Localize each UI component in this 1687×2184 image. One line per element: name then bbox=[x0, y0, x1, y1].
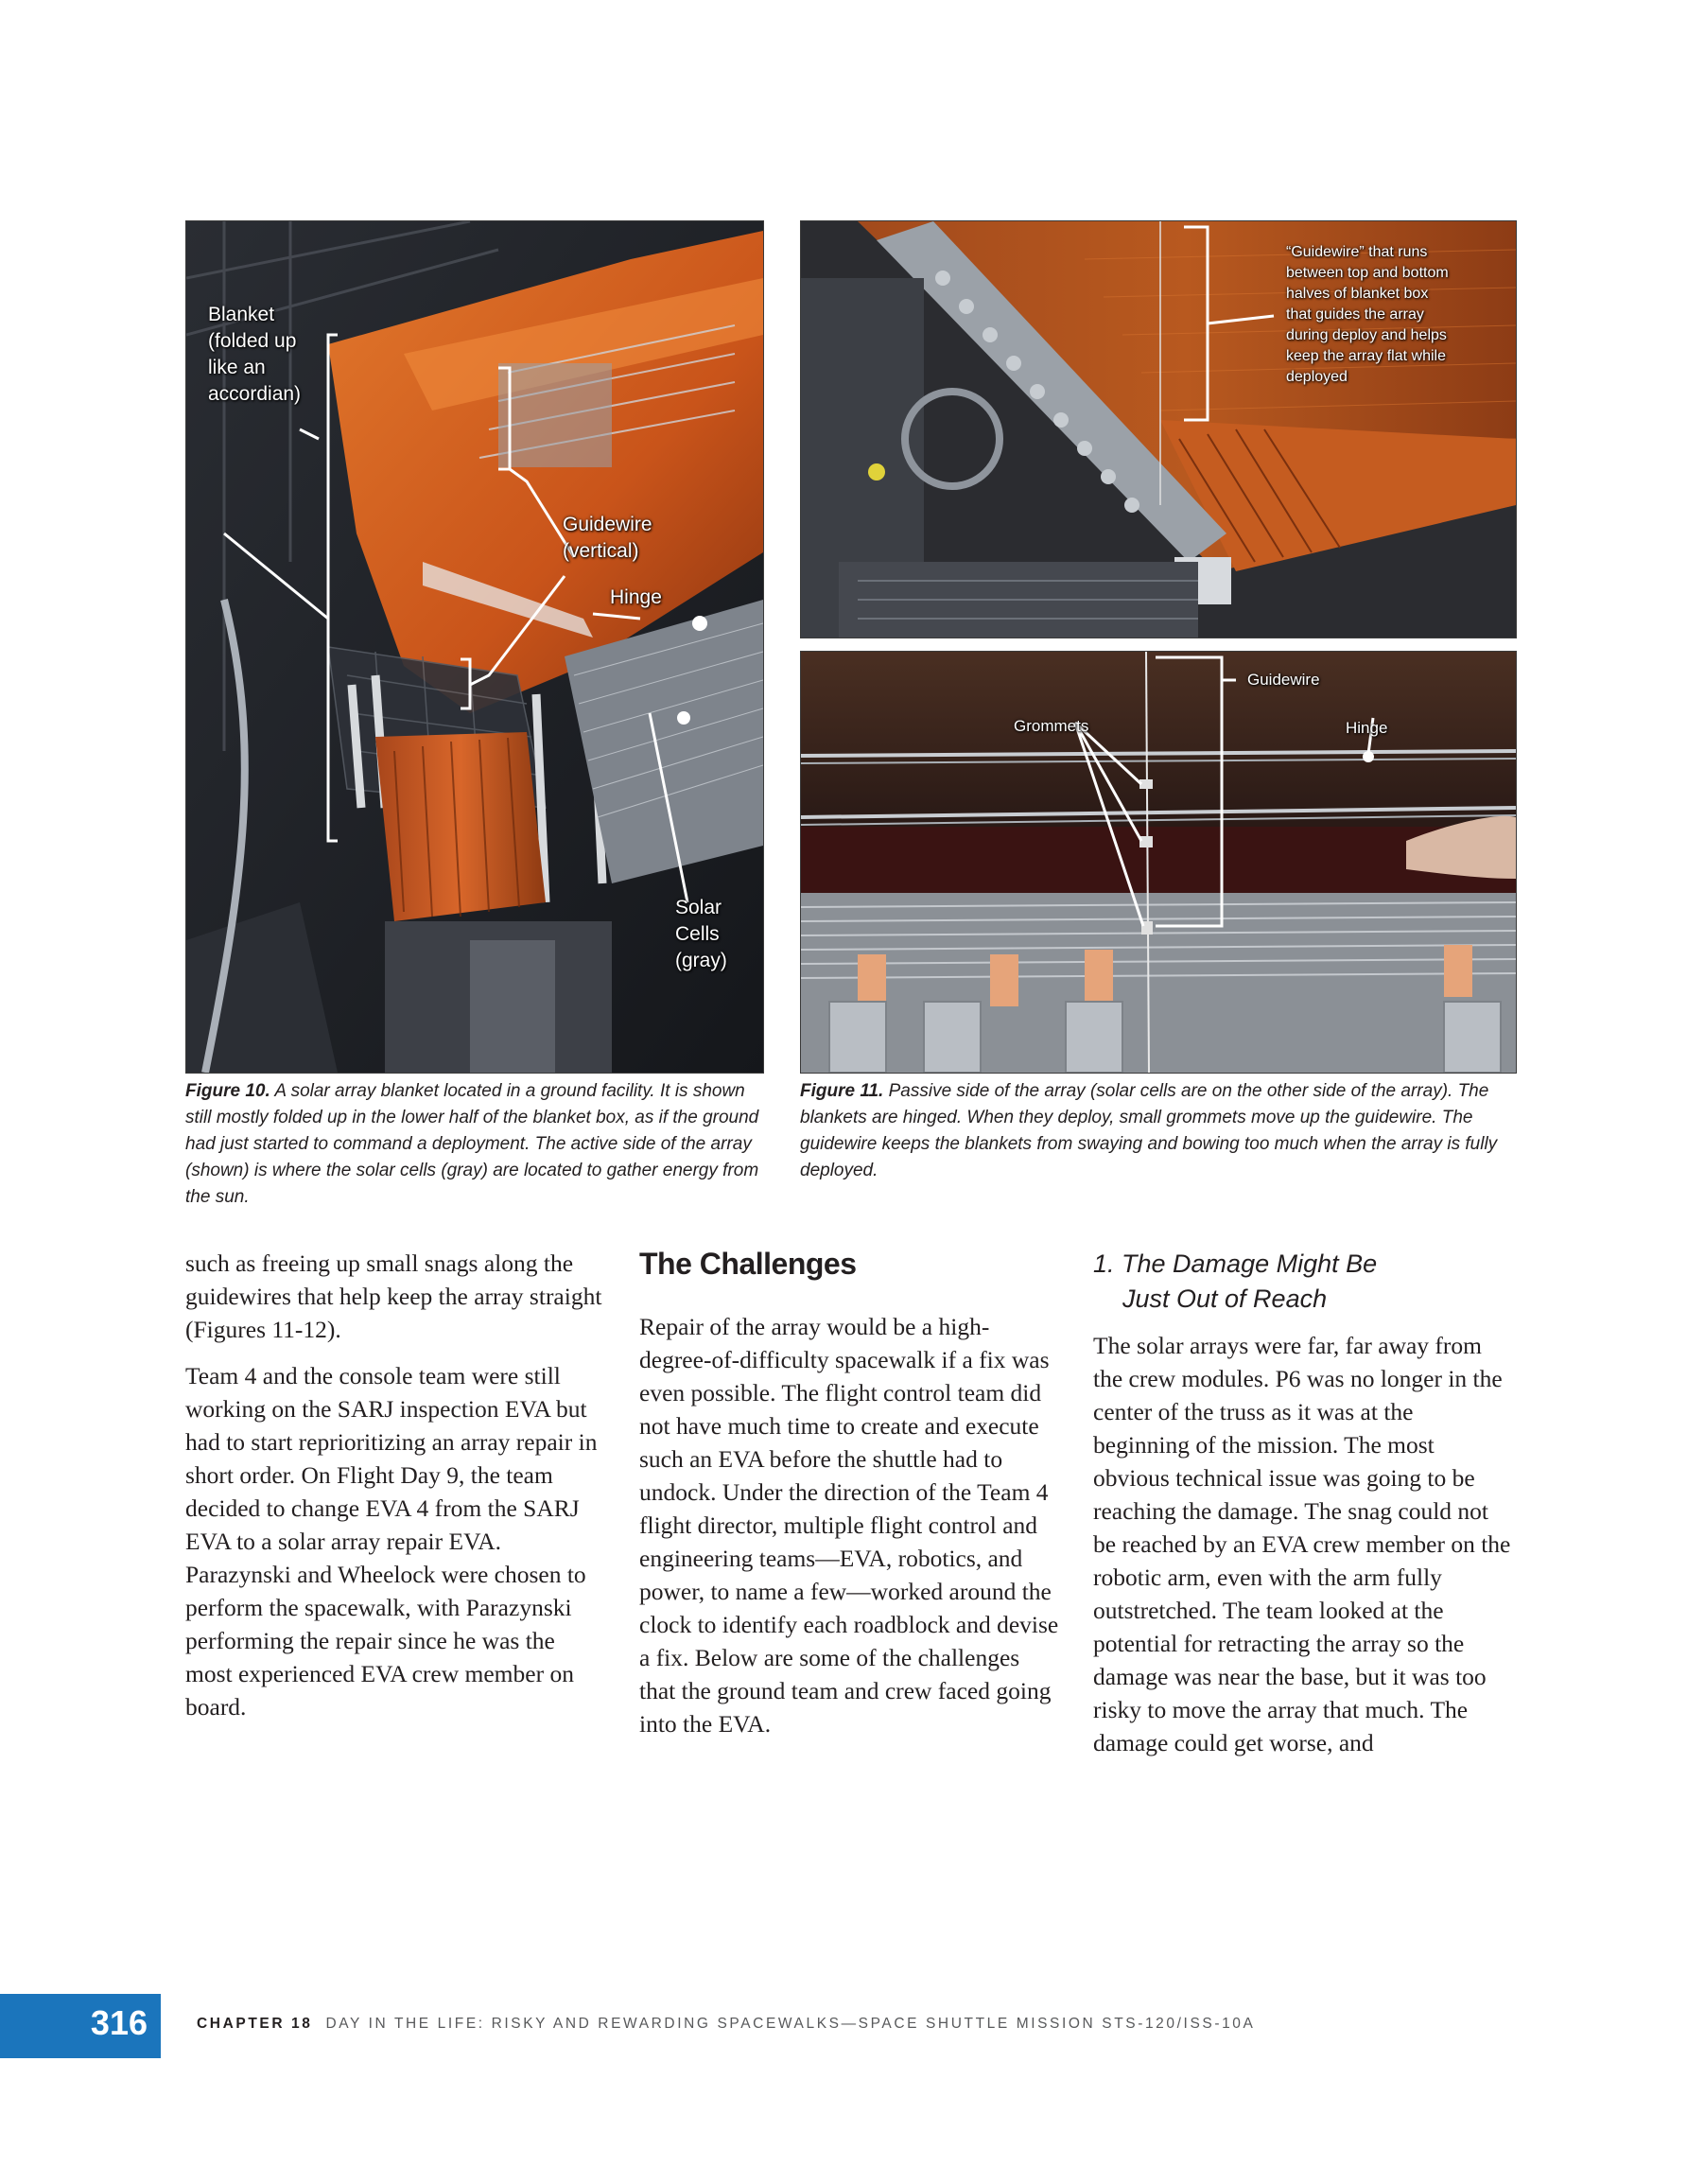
figure-10-photo bbox=[185, 220, 764, 1074]
page-number-tab bbox=[0, 1994, 161, 2058]
label-hinge: Hinge bbox=[610, 586, 662, 608]
col1-paragraph-1: such as freeing up small snags along the guidewires that help keep the array straight (Figures 11-12). bbox=[185, 1249, 602, 1343]
figure-11-caption bbox=[800, 1078, 1519, 1184]
label-hinge-2: Hinge bbox=[1346, 719, 1388, 737]
col3-paragraph-1: The solar arrays were far, far away from the crew modules. P6 was no longer in the center of the truss as it was at the beginning of the mission. The most obvious technical issue was going to be reaching the damage. The snag could not be reached by an EVA crew member on the robotic arm, even with the arm fully outstretched. The team looked at the potential for retracting the array so the damage was near the base, but it was too risky to move the array that much. The damage could get worse, and bbox=[1093, 1332, 1511, 1756]
column-2 bbox=[639, 1310, 1060, 1754]
column-1 bbox=[185, 1247, 606, 1737]
heading-line-1: 1. The Damage Might Be bbox=[1093, 1249, 1378, 1278]
running-footer bbox=[197, 2016, 1255, 2033]
figure-10-caption bbox=[185, 1078, 762, 1211]
label-blanket: Blanket (folded up like an accordian) bbox=[208, 304, 302, 405]
label-grommets: Grommets bbox=[1014, 717, 1089, 735]
figure-10-caption-title: Figure 10. bbox=[185, 1081, 270, 1101]
label-solar-cells: Solar Cells (gray) bbox=[675, 897, 727, 971]
figure-11-caption-title: Figure 11. bbox=[800, 1081, 884, 1101]
label-guidewire-vertical: Guidewire (vertical) bbox=[563, 514, 652, 562]
label-guidewire-description: “Guidewire” that runs between top and bottom halves of blanket box that guides the array during deploy and helps keep the array flat while deployed bbox=[1286, 244, 1449, 385]
page-number: 316 bbox=[90, 2003, 148, 2042]
heading-line-2: Just Out of Reach bbox=[1122, 1284, 1328, 1313]
heading-the-challenges: The Challenges bbox=[639, 1247, 857, 1281]
figure-10-caption-text: A solar array blanket located in a ground facility. It is shown still mostly folded up in the lower half of the blanket box, as if the ground had just started to command a deployment. The active side of the array (shown) is where the solar cells (gray) are located to gather energy from the sun. bbox=[185, 1081, 759, 1207]
running-title: DAY IN THE LIFE: RISKY AND REWARDING SPACEWALKS—SPACE SHUTTLE MISSION STS-120/ISS-10A bbox=[325, 2016, 1256, 2032]
col2-paragraph-1: Repair of the array would be a high-degree-of-difficulty spacewalk if a fix was even possible. The flight control team did not have much time to create and execute such an EVA before the shuttle had to undock. Under the direction of the Team 4 flight director, multiple flight control and engineering teams—EVA, robotics, and power, to name a few—worked around the clock to identify each roadblock and devise a fix. Below are some of the challenges that the ground team and crew faced going into the EVA. bbox=[639, 1313, 1059, 1738]
figure-11-caption-text: Passive side of the array (solar cells are on the other side of the array). The blankets are hinged. When they deploy, small grommets move up the guidewire. The guidewire keeps the blankets from swaying and bowing too much when the array is fully deployed. bbox=[800, 1081, 1498, 1180]
col1-paragraph-2: Team 4 and the console team were still working on the SARJ inspection EVA but had to start reprioritizing an array repair in short order. On Flight Day 9, the team decided to change EVA 4 from the SARJ EVA to a solar array repair EVA. Parazynski and Wheelock were chosen to perform the spacewalk, with Parazynski performing the repair since he was the most experienced EVA crew member on board. bbox=[185, 1362, 598, 1721]
heading-damage-out-of-reach bbox=[1093, 1247, 1377, 1317]
figure-11-bottom-image bbox=[801, 652, 1516, 1073]
chapter-label: CHAPTER 18 bbox=[197, 2016, 313, 2032]
column-3 bbox=[1093, 1329, 1514, 1773]
figure-11-top-photo bbox=[800, 220, 1517, 638]
figure-11-bottom-photo bbox=[800, 651, 1517, 1074]
label-guidewire: Guidewire bbox=[1247, 671, 1320, 689]
